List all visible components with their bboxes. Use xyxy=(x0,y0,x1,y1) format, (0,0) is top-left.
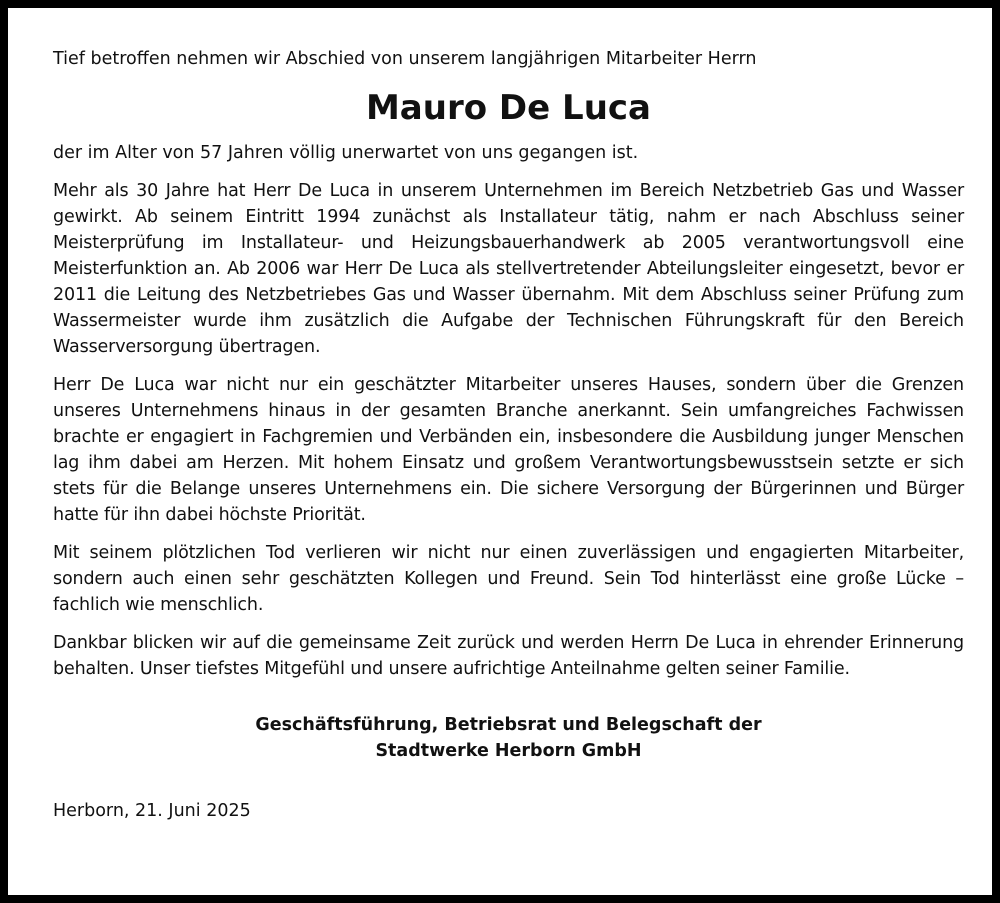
place-date: Herborn, 21. Juni 2025 xyxy=(53,801,251,821)
paragraph-loss: Mit seinem plötzlichen Tod verlieren wir nicht nur einen zuverlässigen und engagierten Mitarbeiter, sondern auch einen sehr geschätzten Kollegen und Freund. Sein Tod hinterlässt eine große Lücke – fachlich wie menschlich. xyxy=(53,543,964,615)
paragraph-gratitude: Dankbar blicken wir auf die gemeinsame Zeit zurück und werden Herrn De Luca in ehrender Erinnerung behalten. Unser tiefstes Mitgefühl und unsere aufrichtige Anteilnahme gelten seiner Familie. xyxy=(53,633,964,679)
signature-block xyxy=(53,712,964,764)
signature-line-1: Geschäftsführung, Betriebsrat und Belegschaft der xyxy=(255,715,762,735)
notice-content xyxy=(53,46,964,824)
deceased-name: Mauro De Luca xyxy=(365,88,652,128)
paragraph-career: Mehr als 30 Jahre hat Herr De Luca in unserem Unternehmen im Bereich Netzbetrieb Gas und Wasser gewirkt. Ab seinem Eintritt 1994 zunächst als Installateur tätig, nahm er nach Abschluss seiner Meisterprüfung im Installateur- und Heizungsbauerhandwerk ab 2005 verantwortungsvoll eine Meisterfunktion an. Ab 2006 war Herr De Luca als stellvertretender Abteilungsleiter eingesetzt, bevor er 2011 die Leitung des Netzbetriebes Gas und Wasser übernahm. Mit dem Abschluss seiner Prüfung zum Wassermeister wurde ihm zusätzlich die Aufgabe der Technischen Führungskraft für den Bereich Wasserversorgung übertragen. xyxy=(53,181,964,357)
paragraph-recognition: Herr De Luca war nicht nur ein geschätzter Mitarbeiter unseres Hauses, sondern über die Grenzen unseres Unternehmens hinaus in der gesamten Branche anerkannt. Sein umfangreiches Fachwissen brachte er engagiert in Fachgremien und Verbänden ein, insbesondere die Ausbildung junger Menschen lag ihm dabei am Herzen. Mit hohem Einsatz und großem Verantwortungsbewusstsein setzte er sich stets für die Belange unseres Unternehmens ein. Die sichere Versorgung der Bürgerinnen und Bürger hatte für ihn dabei höchste Priorität. xyxy=(53,375,964,525)
intro-text: Tief betroffen nehmen wir Abschied von unserem langjährigen Mitarbeiter Herrn xyxy=(53,49,757,69)
signature-line-2: Stadtwerke Herborn GmbH xyxy=(375,741,642,761)
age-line: der im Alter von 57 Jahren völlig unerwartet von uns gegangen ist. xyxy=(53,143,639,163)
